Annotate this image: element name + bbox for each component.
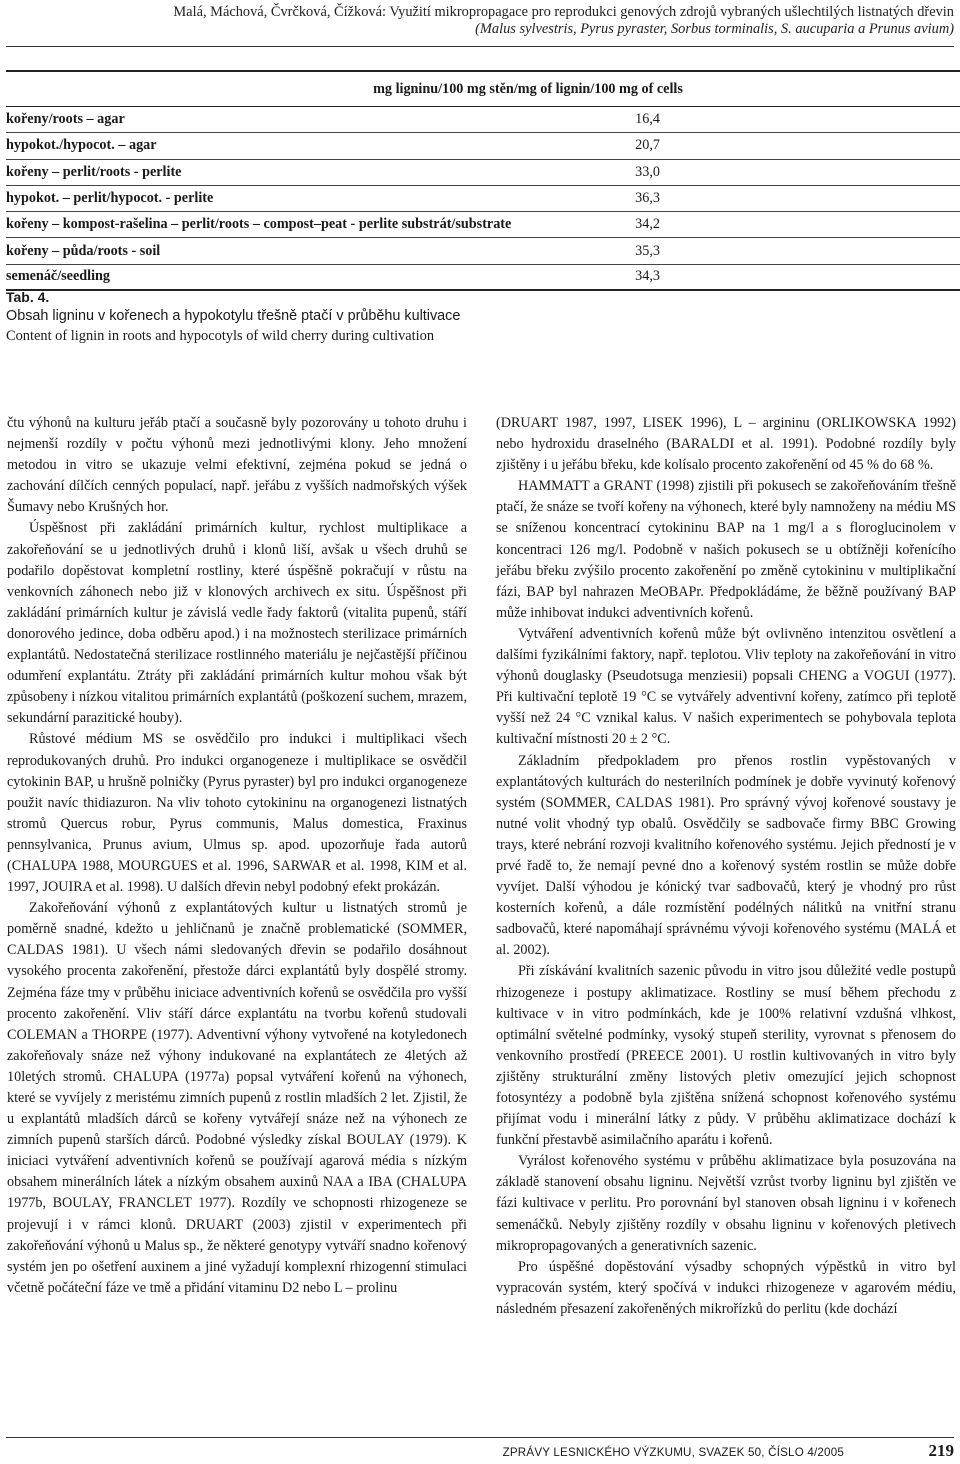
paragraph: Zakořeňování výhonů z explantátových kultur u listnatých stromů je poměrně snadné, kdežto u jehličnanů je značně problematické (SOMMER, CALDAS 1981). U všech námi sledovaných dřevin se podařilo dosáhnout vysokého procenta zakořenění, přestože dárci explantátů byly dospělé stromy. Zejména fáze tmy v průběhu iniciace adventivních kořenů se osvědčila pro vyšší procento zakořenění. Vliv stáří dárce explantátu na tvorbu kořenů studovali COLEMAN a THORPE (1977). Adventivní výhony vytvořené na kotyledonech zakořeňovaly snáze než výhony indukované na explantátech ze 4letých až 10letých stromů. CHALUPA (1977a) popsal vytváření kořenů na výhonech, které se vyvíjely z meristému zimních pupenů z rostlin mladších 2 let. Zjistil, že u explantátů mladších dárců se kořeny vytvářejí snáze než na výhonech ze zimních pupenů starších dárců. Podobné výsledky získal BOULAY (1979). K iniciaci vytváření adventivních kořenů se používají agarová média s nízkým obsahem minerálních látek a nízkým obsahem auxinů NAA a IBA (CHALUPA 1977b, BOULAY, FRANCLET 1977). Rozdíly ve schopnosti rhizogeneze se projevují i v rámci klonů. DRUART (2003) zjistil v experimentech při zakořeňování výhonů u Malus sp., že některé genotypy vytváří snadno kořenový systém jen po ošetření auxinem a jiné vyžadují komplexní rhizogenní stimulaci včetně počáteční fáze ve tmě a přidání vitaminu D2 nebo L – prolinu: [7, 900, 467, 1296]
table-row: [6, 265, 960, 291]
page-number: 219: [928, 1441, 954, 1460]
running-head-authors-title: Malá, Máchová, Čvrčková, Čížková: Využití mikropropagace pro reprodukci genových zdrojů vybraných ušlechtilých listnatých dřevin: [173, 4, 954, 20]
table-row: [6, 186, 960, 212]
journal-name: ZPRÁVY LESNICKÉHO VÝZKUMU, SVAZEK 50, ČÍSLO 4/2005: [502, 1446, 844, 1459]
row-label: semenáč/seedling: [6, 268, 111, 285]
row-value: 20,7: [635, 137, 660, 154]
header-rule: [6, 46, 954, 47]
table-row: [6, 238, 960, 264]
table-row: [6, 107, 960, 133]
paragraph: Vytváření adventivních kořenů může být ovlivněno intenzitou osvětlení a dalšími fyzikálními faktory, např. teplotou. Vliv teploty na zakořeňování in vitro výhonů douglasky (Pseudotsuga menziesii) popsali CHENG a VOGUI (1977). Při kultivační teplotě 19 °C se vytvářely adventivní kořeny, zatímco při teplotě vyšší než 24 °C vznikal kalus. V našich experimentech se pohybovala teplota kultivační místnosti 20 ± 2 °C.: [496, 625, 956, 748]
paragraph: Při získávání kvalitních sazenic původu in vitro jsou důležité vedle postupů rhizogeneze i postupy aklimatizace. Rostliny se musí během přechodu z kultivace v in vitro podmínkách, kde je 100% relativní vzdušná vlhkost, optimální světelné podmínky, vysoký stupeň sterility, vyrovnat s přenosem do venkovního prostředí (PREECE 2001). U rostlin kultivovaných in vitro byly zjištěny strukturální změny listových pletiv omezující jejich schopnost fotosyntézy a podobně byla zjištěna snížená schopnost kořenového systému přijímat vodu i minerální látky z půdy. V průběhu aklimatizace dochází k funkční přestavbě asimilačního aparátu i kořenů.: [496, 963, 956, 1149]
right-column: [496, 413, 956, 1320]
paragraph: Základním předpokladem pro přenos rostlin vypěstovaných v explantátových kulturách do nesterilních podmínek je dobře vyvinutý kořenový systém (SOMMER, CALDAS 1981). Pro správný vývoj kořenové soustavy je nutné volit vhodný typ obalů. Osvědčily se sadbovače firmy BBC Growing trays, které nebrání rozvoji kvalitního kořenového systému. Jejich předností je v prvé řadě to, že nemají pevné dno a kořenový systém rostlin se může dobře vyvíjet. Další výhodou je kónický tvar sadbovačů, který je vhodný pro růst kosterních kořenů, a dále rozmístění podélných nálitků na vnitřní stranu sadbovačů, které napomáhají správnému vývoji kořenového systému (MALÁ et al. 2002).: [496, 752, 956, 959]
row-value: 33,0: [635, 163, 660, 180]
caption-czech: Obsah ligninu v kořenech a hypokotylu třešně ptačí v průběhu kultivace: [6, 308, 461, 324]
row-value: 16,4: [635, 111, 660, 128]
paragraph: Pro úspěšné dopěstování výsadby schopných výpěstků in vitro byl vypracován systém, který spočívá v indukci rhizogeneze v agarovém médiu, následném přesazení zakořeněných mikrořízků do perlitu (kde dochází: [496, 1258, 956, 1317]
page-footer: [0, 1443, 954, 1461]
paragraph: (DRUART 1987, 1997, LISEK 1996), L – argininu (ORLIKOWSKA 1992) nebo hydroxidu draselného (BARALDI et al. 1991). Podobné rozdíly byly zjištěny i u jeřábu břeku, kde kolísalo procento zakořenění od 45 % do 68 %.: [496, 415, 956, 474]
paragraph: Úspěšnost při zakládání primárních kultur, rychlost multiplikace a zakořeňování se u jednotlivých druhů i klonů liší, avšak u všech druhů se podařilo dopěstovat kompletní rostliny, které úspěšně pokračují v růstu na venkovních záhonech nebo již v klonových archivech ex situ. Úspěšnost při zakládání primárních kultur je závislá vedle řady faktorů (vitalita pupenů, stáří donorového jedince, doba odběru apod.) i na možnostech sterilizace primárních explantátů. Nedostatečná sterilizace rostlinného materiálu je nejčastější příčinou odumření explantátu. Ztráty při zakládání primárních kultur mohou však být způsobeny i nízkou vitalitou primárních explantátů (poškození suchem, mrazem, sekundární parazitické houby).: [7, 520, 467, 727]
row-value: 34,3: [635, 268, 660, 285]
table-row: [6, 133, 960, 159]
running-head-species: (Malus sylvestris, Pyrus pyraster, Sorbus torminalis, S. aucuparia a Prunus avium): [475, 21, 954, 37]
running-head: [0, 4, 954, 38]
row-value: 34,2: [635, 216, 660, 233]
row-label: kořeny – perlit/roots - perlite: [6, 163, 182, 180]
row-value: 36,3: [635, 190, 660, 207]
footer-rule: [6, 1437, 954, 1438]
left-column: [7, 413, 467, 1299]
paragraph: Vyrálost kořenového systému v průběhu aklimatizace byla posuzována na základě stanovení obsahu ligninu. Největší vzrůst tvorby ligninu byl zjištěn ve fázi kultivace v perlitu. Pro porovnání byl stanoven obsah ligninu i v kořenech semenáčků. Nebyly zjištěny rozdíly v obsahu ligninu v kořenových pletivech mikropropagovaných a generativních sazenic.: [496, 1153, 956, 1254]
row-label: kořeny/roots – agar: [6, 111, 125, 128]
table-caption: [6, 289, 906, 346]
row-label: hypokot./hypocot. – agar: [6, 137, 157, 154]
row-value: 35,3: [635, 242, 660, 259]
table-row: [6, 212, 960, 238]
caption-english: Content of lignin in roots and hypocotyls of wild cherry during cultivation: [6, 328, 435, 344]
paragraph: čtu výhonů na kulturu jeřáb ptačí a současně byly pozorovány u tohoto druhu i nejmenší rozdíly v počtu výhonů mezi jednotlivými klony. Jeho množení metodou in vitro se ukazuje velmi efektivní, zejména pokud se jedná o zachování dílčích cenných populací, např. jeřábu z vyšších nadmořských výšek Šumavy nebo Krušných hor.: [7, 415, 467, 516]
lignin-table: [6, 70, 960, 291]
row-label: hypokot. – perlit/hypocot. - perlite: [6, 190, 214, 207]
row-label: kořeny – půda/roots - soil: [6, 242, 161, 259]
table-row: [6, 160, 960, 186]
caption-number: Tab. 4.: [6, 289, 50, 305]
row-label: kořeny – kompost-rašelina – perlit/roots – compost–peat - perlite substrát/substrate: [6, 216, 512, 233]
paragraph: Růstové médium MS se osvědčilo pro indukci i multiplikaci všech reprodukovaných druhů. Pro indukci organogeneze i multiplikace se osvědčil cytokinin BAP, u hrušně polničky (Pyrus pyraster) byl pro indukci organogeneze použit navíc thidiazuron. Na vliv tohoto cytokininu na organogenezi listnatých stromů Quercus robur, Pyrus communis, Malus domestica, Fraxinus pennsylvanica, Prunus avium, Ulmus sp. apod. upozorňuje řada autorů (CHALUPA 1988, MOURGUES et al. 1996, SARWAR et al. 1998, KIM et al. 1997, JOUIRA et al. 1998). U dalších dřevin nebyl podobný efekt prokázán.: [7, 731, 467, 896]
table-column-header: mg ligninu/100 mg stěn/mg of lignin/100 mg of cells: [373, 80, 683, 97]
paragraph: HAMMATT a GRANT (1998) zjistili při pokusech se zakořeňováním třešně ptačí, že snáze se tvoří kořeny na výhonech, které byly namnoženy na médiu MS se sníženou koncentrací cytokininu BAP na 1 mg/l a s floroglucinolem v koncentraci 126 mg/l. Podobně v našich pokusech se u obtížněji kořenícího jeřábu břeku zvýšilo procento zakořenění po změně cytokininu v multiplikační fázi, BAP byl nahrazen MeOBAPr. Předpokládáme, že běžně používaný BAP může inhibovat indukci adventivních kořenů.: [496, 478, 956, 621]
